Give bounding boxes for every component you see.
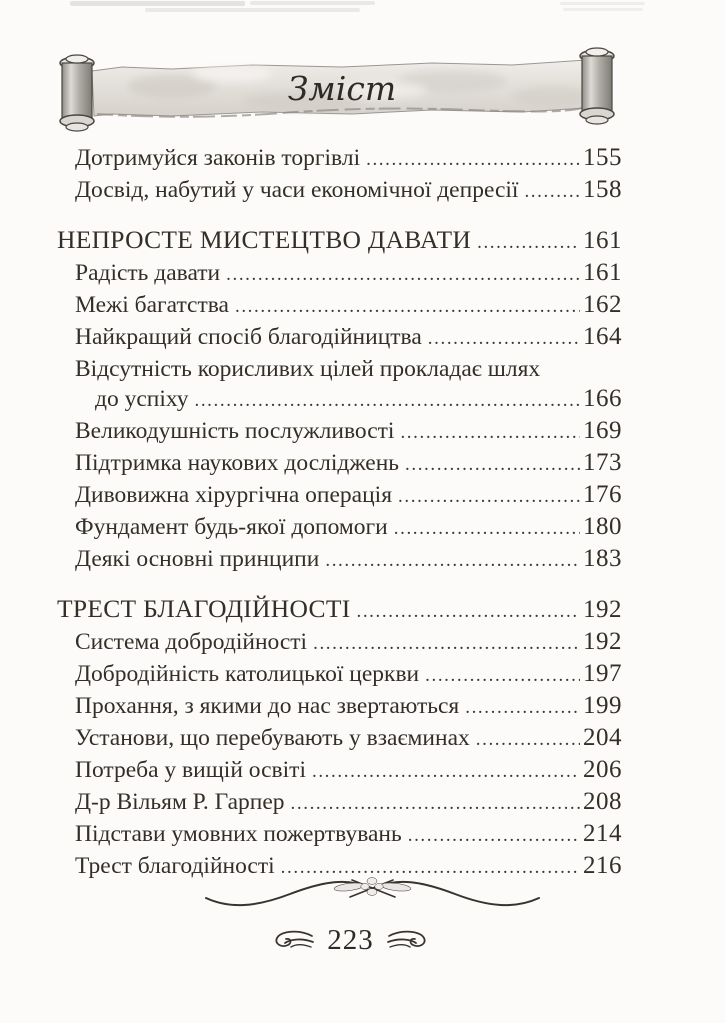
toc-entry-title: Установи, що перебувають у взаєминах (75, 725, 470, 751)
toc-entry-title: Радість давати (75, 260, 221, 286)
toc-entry (57, 290, 622, 322)
swirl-right-icon (386, 929, 430, 953)
toc-entry-page: 169 (583, 417, 622, 444)
toc-entry-page: 155 (583, 144, 622, 171)
toc-entry-title: Великодушність послужливості (75, 418, 395, 444)
toc-entry (57, 512, 622, 544)
toc-entry-page: 183 (583, 545, 622, 572)
toc-entry-page: 158 (583, 176, 622, 203)
scan-artifact (563, 8, 643, 11)
toc-entry-page: 164 (583, 323, 622, 350)
toc-entry-title: Досвід, набутий у часи економічної депресії (75, 177, 519, 203)
dot-leader (194, 384, 580, 416)
scroll-roller-left (60, 55, 94, 131)
toc-entry-title: Підстави умовних пожертвувань (75, 821, 402, 847)
swirl-left-icon (271, 929, 315, 953)
dot-leader (235, 290, 580, 322)
page-title: Зміст (287, 69, 397, 108)
dot-leader (477, 225, 580, 258)
toc-entry-page: 204 (583, 724, 622, 751)
toc-entry-page: 161 (583, 259, 622, 286)
page-footer (0, 924, 713, 957)
toc-entry-page: 180 (583, 513, 622, 540)
toc-entry-page: 176 (583, 481, 622, 508)
table-of-contents (57, 143, 622, 883)
dot-leader (226, 258, 580, 290)
scan-artifact (250, 1, 375, 5)
dot-leader (405, 448, 580, 480)
toc-entry (57, 175, 622, 207)
toc-entry-page: 192 (583, 628, 622, 655)
dot-leader (291, 787, 580, 819)
dot-leader (356, 594, 580, 627)
toc-entry-page: 197 (583, 660, 622, 687)
toc-entry-title: Д-р Вільям Р. Гарпер (75, 789, 285, 815)
toc-entry-title: Дивовижна хірургічна операція (75, 482, 393, 508)
toc-entry (57, 258, 622, 290)
scan-artifact (145, 8, 360, 12)
toc-entry-title: до успіху (95, 386, 189, 412)
toc-entry-title: Система добродійності (75, 629, 308, 655)
toc-entry-page: 192 (583, 596, 622, 623)
dot-leader (428, 322, 580, 354)
dot-leader (366, 143, 580, 175)
dot-leader (476, 723, 580, 755)
toc-entry-title: Трест благодійності (75, 853, 275, 879)
toc-entry-title: НЕПРОСТЕ МИСТЕЦТВО ДАВАТИ (57, 225, 472, 254)
toc-entry-title: Деякі основні принципи (75, 546, 320, 572)
toc-entry (57, 691, 622, 723)
toc-entry-title: Добродійність католицької церкви (75, 661, 420, 687)
toc-entry-page: 216 (583, 852, 622, 879)
toc-entry (57, 322, 622, 354)
toc-section-header (57, 225, 622, 258)
dot-leader (312, 755, 580, 787)
toc-entry (57, 659, 622, 691)
toc-entry (57, 627, 622, 659)
dot-leader (408, 819, 580, 851)
toc-entry (57, 544, 622, 576)
toc-entry (57, 755, 622, 787)
toc-entry-page: 166 (583, 385, 622, 412)
dot-leader (425, 659, 580, 691)
toc-entry (57, 354, 622, 384)
dot-leader (394, 512, 580, 544)
scan-artifact (70, 1, 245, 6)
toc-entry-title: Фундамент будь-якої допомоги (75, 514, 388, 540)
toc-entry-page: 206 (583, 756, 622, 783)
toc-entry-page: 214 (583, 820, 622, 847)
dot-leader (313, 627, 580, 659)
dot-leader (465, 691, 580, 723)
toc-entry-title: ТРЕСТ БЛАГОДІЙНОСТІ (57, 594, 351, 623)
toc-entry-title: Прохання, з якими до нас звертаються (75, 693, 460, 719)
toc-entry (57, 819, 622, 851)
toc-entry-title: Дотримуйся законів торгівлі (75, 145, 361, 171)
dot-leader (524, 175, 580, 207)
toc-entry (57, 384, 622, 416)
dot-leader (325, 544, 580, 576)
toc-entry-title: Потреба у вищій освіті (75, 757, 306, 783)
toc-entry-page: 173 (583, 449, 622, 476)
toc-entry (57, 480, 622, 512)
toc-entry-title: Межі багатства (75, 292, 229, 318)
toc-entry (57, 416, 622, 448)
flourish-divider-icon (200, 868, 545, 913)
toc-section-header (57, 594, 622, 627)
toc-entry (57, 787, 622, 819)
toc-entry-page: 162 (583, 291, 622, 318)
toc-entry (57, 723, 622, 755)
dot-leader (400, 416, 580, 448)
scroll-roller-right (580, 48, 614, 124)
page-number: 223 (327, 924, 374, 956)
scroll-banner-icon (52, 46, 622, 146)
scan-artifact (560, 2, 645, 5)
toc-entry-title: Найкращий спосіб благодійництва (75, 324, 422, 350)
toc-entry-title: Підтримка наукових досліджень (75, 450, 399, 476)
toc-entry-title: Відсутність корисливих цілей прокладає шлях (75, 356, 541, 382)
toc-entry (57, 448, 622, 480)
toc-entry (57, 143, 622, 175)
toc-entry-page: 161 (583, 227, 622, 254)
toc-entry-page: 208 (583, 788, 622, 815)
dot-leader (398, 480, 580, 512)
toc-entry-page: 199 (583, 692, 622, 719)
